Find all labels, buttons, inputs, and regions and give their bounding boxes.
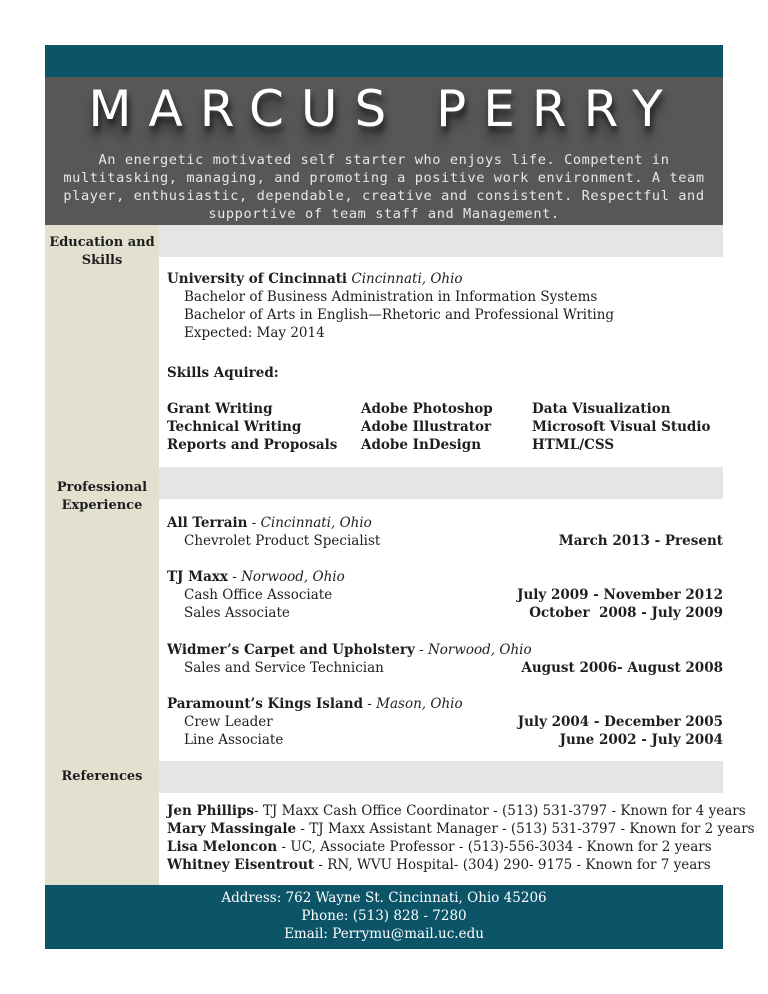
job-dates: August 2006- August 2008 [521, 660, 723, 676]
section-heading-line: Skills [81, 253, 123, 268]
candidate-name: MARCUS PERRY [88, 80, 680, 138]
address-text: Address: 762 Wayne St. Cincinnati, Ohio 45206 [221, 890, 547, 906]
summary-line: An energetic motivated self starter who enjoys life. Competent in [98, 152, 670, 168]
reference-name: Jen Phillips [167, 803, 255, 819]
job-header [167, 568, 345, 586]
reference-detail: - UC, Associate Professor - (513)-556-3034 - Known for 2 years [277, 839, 712, 855]
school-location: Cincinnati, Ohio [351, 271, 463, 287]
skill-item: Microsoft Visual Studio [532, 419, 711, 435]
email-text[interactable]: Email: Perrymu@mail.uc.edu [284, 926, 484, 942]
job-company: Paramount’s Kings Island [167, 696, 364, 712]
skill-item: Grant Writing [167, 401, 273, 417]
reference-name: Mary Massingale [167, 821, 297, 837]
job-title: Chevrolet Product Specialist [184, 533, 381, 549]
reference-item [167, 820, 755, 838]
section-heading-line: Education and [49, 235, 155, 250]
top-accent-bar [45, 45, 723, 77]
reference-detail: - TJ Maxx Cash Office Coordinator - (513) 531-3797 - Known for 4 years [254, 803, 746, 819]
job-dates: June 2002 - July 2004 [559, 732, 723, 748]
job-separator: - [363, 696, 377, 712]
school-name: University of Cincinnati [167, 271, 348, 287]
section-band-education [159, 225, 723, 257]
job-separator: - [227, 569, 242, 585]
job-title: Crew Leader [184, 714, 273, 730]
skill-item: Reports and Proposals [167, 437, 338, 453]
job-header [167, 514, 372, 532]
job-location: Norwood, Ohio [241, 569, 345, 585]
reference-name: Lisa Meloncon [167, 839, 278, 855]
skill-item: Technical Writing [167, 419, 302, 435]
reference-item [167, 802, 746, 820]
reference-detail: - TJ Maxx Assistant Manager - (513) 531-3797 - Known for 2 years [296, 821, 755, 837]
sidebar [45, 225, 159, 885]
job-company: Widmer’s Carpet and Upholstery [167, 642, 415, 658]
job-dates: July 2009 - November 2012 [517, 587, 723, 603]
skill-item: Adobe Photoshop [361, 401, 493, 417]
job-company: TJ Maxx [167, 569, 228, 585]
job-separator: - [247, 515, 261, 531]
expected-date: Expected: May 2014 [184, 325, 325, 341]
skill-item: Adobe Illustrator [361, 419, 492, 435]
job-title: Cash Office Associate [184, 587, 333, 603]
summary-line: multitasking, managing, and promoting a positive work environment. A team [63, 170, 705, 186]
job-title: Line Associate [184, 732, 284, 748]
reference-name: Whitney Eisentrout [167, 857, 315, 873]
skill-item: Adobe InDesign [361, 437, 482, 453]
skill-item: Data Visualization [532, 401, 671, 417]
section-heading-education [45, 234, 159, 270]
job-header [167, 641, 532, 659]
section-heading-line: Experience [61, 498, 143, 513]
section-heading-references: References [61, 769, 143, 784]
section-band-references [159, 761, 723, 793]
job-separator: - [414, 642, 428, 658]
summary-line: player, enthusiastic, dependable, creative and consistent. Respectful and [63, 188, 705, 204]
job-title: Sales Associate [184, 605, 290, 621]
summary [52, 151, 716, 223]
degree: Bachelor of Arts in English—Rhetoric and Professional Writing [184, 307, 615, 323]
degree: Bachelor of Business Administration in Information Systems [184, 289, 598, 305]
job-header [167, 695, 463, 713]
reference-item [167, 838, 712, 856]
section-heading-experience [45, 479, 159, 515]
job-location: Cincinnati, Ohio [260, 515, 372, 531]
job-dates: March 2013 - Present [558, 533, 723, 549]
section-band-experience [159, 467, 723, 499]
job-location: Norwood, Ohio [427, 642, 532, 658]
job-dates: July 2004 - December 2005 [517, 714, 723, 730]
phone-text: Phone: (513) 828 - 7280 [301, 908, 467, 924]
skills-heading: Skills Aquired: [167, 365, 279, 381]
section-heading-line: Professional [56, 480, 148, 495]
reference-detail: - RN, WVU Hospital- (304) 290- 9175 - Known for 7 years [314, 857, 711, 873]
education-school-line [167, 270, 463, 288]
job-company: All Terrain [167, 515, 248, 531]
summary-line: supportive of team staff and Management. [208, 206, 560, 222]
reference-item [167, 856, 711, 874]
job-location: Mason, Ohio [376, 696, 463, 712]
skill-item: HTML/CSS [532, 437, 615, 453]
job-title: Sales and Service Technician [184, 660, 384, 676]
job-dates: October 2008 - July 2009 [529, 605, 723, 621]
